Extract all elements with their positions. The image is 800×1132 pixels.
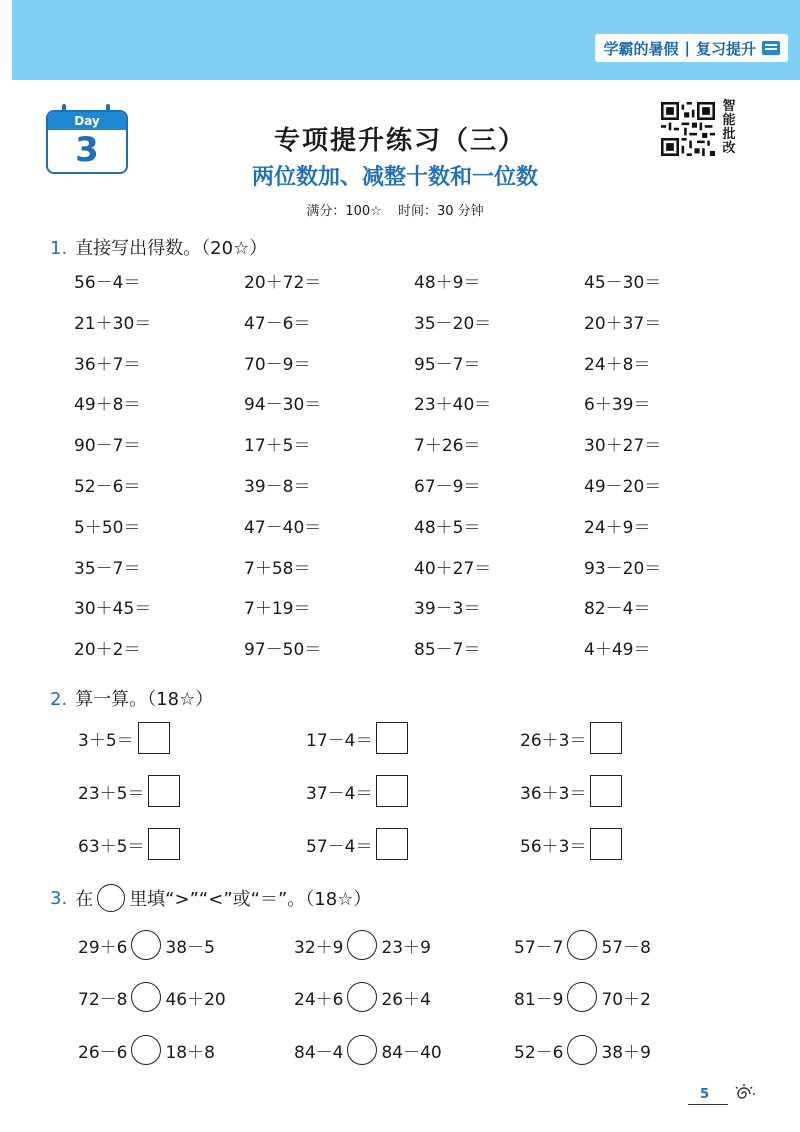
comparison-circle[interactable] xyxy=(567,930,597,960)
right-expression: 38＋9 xyxy=(601,1042,651,1063)
page-number: 5 xyxy=(700,1087,710,1102)
book-icon xyxy=(762,41,780,55)
left-expression: 52－6 xyxy=(514,1042,564,1063)
day-number: 3 xyxy=(75,130,99,170)
comparison-problem xyxy=(514,1035,651,1065)
comparison-problem xyxy=(514,982,651,1012)
problem-item: 6＋39＝ xyxy=(584,395,651,416)
part2-expression: 26＋3＝ xyxy=(520,730,587,751)
part3-heading xyxy=(50,884,371,912)
problem-item: 49＋8＝ xyxy=(74,395,141,416)
comparison-circle[interactable] xyxy=(347,982,377,1012)
answer-box[interactable] xyxy=(376,722,408,754)
page-subtitle: 两位数加、减整十数和一位数 xyxy=(251,164,538,190)
part3-number: 3. xyxy=(50,887,68,909)
problem-item: 24＋9＝ xyxy=(584,517,651,538)
answer-box[interactable] xyxy=(590,828,622,860)
score-time-info xyxy=(0,200,790,219)
left-expression: 32＋9 xyxy=(294,937,344,958)
comparison-circle[interactable] xyxy=(131,982,161,1012)
problem-item: 67－9＝ xyxy=(414,476,481,497)
part3-title-pre: 在 xyxy=(75,889,94,910)
problem-item: 90－7＝ xyxy=(74,436,141,457)
time-limit: 时间：30 分钟 xyxy=(397,204,484,219)
part1-title: 直接写出得数。（20☆） xyxy=(75,238,268,259)
problem-item: 56－4＝ xyxy=(74,273,141,293)
page-title: 专项提升练习（三） xyxy=(273,126,526,156)
part2-row xyxy=(78,775,778,815)
part2-title: 算一算。（18☆） xyxy=(75,689,214,710)
part2-expression: 17－4＝ xyxy=(306,730,373,751)
problem-item: 7＋26＝ xyxy=(414,436,481,457)
part2-expression: 23＋5＝ xyxy=(78,783,145,804)
problem-item: 30＋45＝ xyxy=(74,599,152,620)
comparison-circle[interactable] xyxy=(567,982,597,1012)
comparison-circle[interactable] xyxy=(131,930,161,960)
part1-heading xyxy=(50,234,267,260)
part3-row xyxy=(78,930,778,970)
problem-item: 5＋50＝ xyxy=(74,517,141,538)
part2-row xyxy=(78,722,778,762)
comparison-problem xyxy=(294,1035,442,1065)
problem-item: 95－7＝ xyxy=(414,354,481,375)
part2-expression: 63＋5＝ xyxy=(78,836,145,857)
right-expression: 26＋4 xyxy=(381,989,431,1010)
day-label: Day xyxy=(48,112,126,130)
comparison-circle[interactable] xyxy=(131,1035,161,1065)
problem-item: 21＋30＝ xyxy=(74,313,152,334)
part2-expression: 36＋3＝ xyxy=(520,783,587,804)
right-expression: 23＋9 xyxy=(381,937,431,958)
problem-item: 48＋9＝ xyxy=(414,273,481,293)
comparison-problem xyxy=(294,930,431,960)
part2-row xyxy=(78,828,778,868)
comparison-problem xyxy=(294,982,431,1012)
smart-grading-char: 批 xyxy=(722,127,736,142)
part1-problem-grid xyxy=(74,268,774,676)
problem-item: 39－8＝ xyxy=(244,476,311,497)
part2-expression: 56＋3＝ xyxy=(520,836,587,857)
full-score: 满分：100☆ xyxy=(306,204,382,219)
right-expression: 70＋2 xyxy=(601,989,651,1010)
qr-code-icon[interactable] xyxy=(661,102,715,156)
problem-item: 30＋27＝ xyxy=(584,436,662,457)
part2-problem xyxy=(78,722,170,754)
sun-spiral-icon xyxy=(730,1082,758,1106)
problem-item: 48＋5＝ xyxy=(414,517,481,538)
part2-expression: 3＋5＝ xyxy=(78,730,134,751)
answer-box[interactable] xyxy=(590,722,622,754)
answer-box[interactable] xyxy=(148,775,180,807)
problem-item: 70－9＝ xyxy=(244,354,311,375)
badge-separator: | xyxy=(684,39,690,57)
right-expression: 18＋8 xyxy=(165,1042,215,1063)
smart-grading-char: 能 xyxy=(722,113,736,128)
problem-item: 93－20＝ xyxy=(584,558,662,579)
part2-problem xyxy=(520,722,622,754)
answer-box[interactable] xyxy=(138,722,170,754)
problem-item: 40＋27＝ xyxy=(414,558,492,579)
part2-problem xyxy=(306,722,408,754)
problem-item: 45－30＝ xyxy=(584,273,662,293)
circle-icon xyxy=(97,884,125,912)
problem-item: 85－7＝ xyxy=(414,640,481,661)
part3-row xyxy=(78,1035,778,1075)
smart-grading-char: 智 xyxy=(722,99,736,114)
problem-item: 39－3＝ xyxy=(414,599,481,620)
problem-item: 47－40＝ xyxy=(244,517,322,538)
right-expression: 46＋20 xyxy=(165,989,226,1010)
problem-item: 23＋40＝ xyxy=(414,395,492,416)
problem-item: 20＋72＝ xyxy=(244,273,322,293)
comparison-circle[interactable] xyxy=(567,1035,597,1065)
part2-problem xyxy=(78,828,180,860)
answer-box[interactable] xyxy=(590,775,622,807)
part2-problem xyxy=(520,828,622,860)
part2-problem xyxy=(306,775,408,807)
part1-number: 1. xyxy=(50,238,68,259)
problem-item: 47－6＝ xyxy=(244,313,311,334)
part3-row xyxy=(78,982,778,1022)
problem-item: 49－20＝ xyxy=(584,476,662,497)
left-expression: 81－9 xyxy=(514,989,564,1010)
part2-number: 2. xyxy=(50,689,68,710)
left-expression: 24＋6 xyxy=(294,989,344,1010)
part2-problem xyxy=(520,775,622,807)
smart-grading-char: 改 xyxy=(722,141,736,156)
left-expression: 29＋6 xyxy=(78,937,128,958)
part3-title-post: 里填“>”“<”或“＝”。（18☆） xyxy=(129,889,372,910)
problem-item: 4＋49＝ xyxy=(584,640,651,661)
problem-item: 97－50＝ xyxy=(244,640,322,661)
comparison-circle[interactable] xyxy=(347,930,377,960)
series-label: 复习提升 xyxy=(695,39,756,58)
problem-item: 52－6＝ xyxy=(74,476,141,497)
problem-item: 20＋37＝ xyxy=(584,313,662,334)
right-expression: 38－5 xyxy=(165,937,215,958)
answer-box[interactable] xyxy=(376,828,408,860)
comparison-problem xyxy=(78,930,215,960)
problem-item: 82－4＝ xyxy=(584,599,651,620)
part2-heading xyxy=(50,685,213,711)
problem-item: 36＋7＝ xyxy=(74,354,141,375)
part2-problem xyxy=(306,828,408,860)
left-expression: 84－4 xyxy=(294,1042,344,1063)
left-expression: 26－6 xyxy=(78,1042,128,1063)
left-expression: 57－7 xyxy=(514,937,564,958)
part2-problem xyxy=(78,775,180,807)
part2-expression: 57－4＝ xyxy=(306,836,373,857)
comparison-problem xyxy=(514,930,651,960)
right-expression: 57－8 xyxy=(601,937,651,958)
problem-item: 24＋8＝ xyxy=(584,354,651,375)
left-expression: 72－8 xyxy=(78,989,128,1010)
problem-item: 17＋5＝ xyxy=(244,436,311,457)
problem-item: 35－20＝ xyxy=(414,313,492,334)
problem-item: 94－30＝ xyxy=(244,395,322,416)
comparison-circle[interactable] xyxy=(347,1035,377,1065)
right-expression: 84－40 xyxy=(381,1042,442,1063)
header-banner xyxy=(12,0,800,80)
comparison-problem xyxy=(78,1035,215,1065)
problem-item: 20＋2＝ xyxy=(74,640,141,661)
part2-expression: 37－4＝ xyxy=(306,783,373,804)
comparison-problem xyxy=(78,982,226,1012)
brand-label: 学霸的暑假 xyxy=(603,39,679,58)
page-number-underline xyxy=(688,1104,728,1105)
problem-item: 7＋19＝ xyxy=(244,599,311,620)
smart-grading-label xyxy=(720,100,738,156)
problem-item: 7＋58＝ xyxy=(244,558,311,579)
answer-box[interactable] xyxy=(376,775,408,807)
answer-box[interactable] xyxy=(148,828,180,860)
series-badge xyxy=(595,34,788,62)
problem-item: 35－7＝ xyxy=(74,558,141,579)
